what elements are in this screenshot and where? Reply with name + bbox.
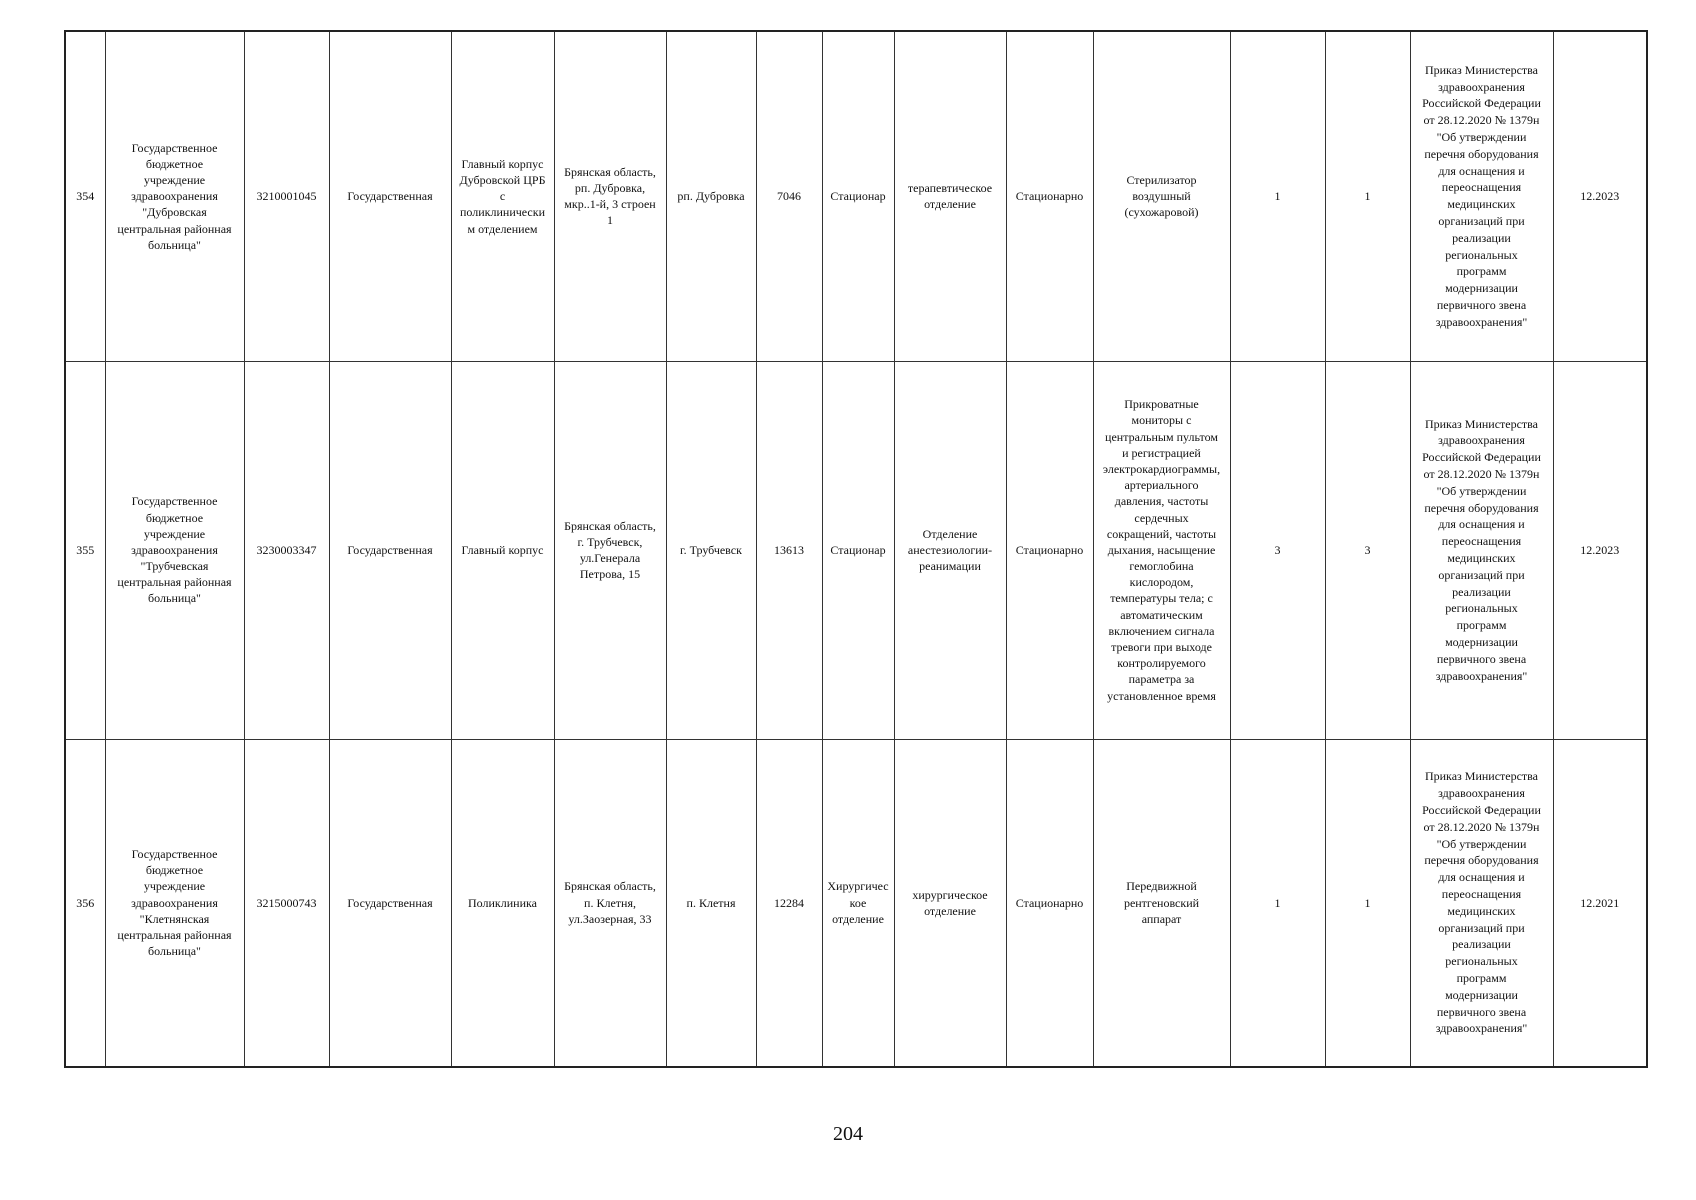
legal-basis: Приказ Министерства здравоохранения Российской Федерации от 28.12.2020 № 1379н "Об утверждении перечня оборудования для оснащения и переоснащения медицинских организаций при реализации региональных программ модернизации первичного звена здравоохранения" [1410,31,1553,361]
equipment-name: Передвижной рентгеновский аппарат [1093,739,1230,1067]
delivery-date: 12.2021 [1553,739,1647,1067]
quantity-planned: 3 [1325,361,1410,739]
ownership-form: Государственная [329,31,451,361]
delivery-date: 12.2023 [1553,31,1647,361]
table-row [65,31,1647,361]
quantity-required: 1 [1230,739,1325,1067]
legal-basis: Приказ Министерства здравоохранения Российской Федерации от 28.12.2020 № 1379н "Об утверждении перечня оборудования для оснащения и переоснащения медицинских организаций при реализации региональных программ модернизации первичного звена здравоохранения" [1410,739,1553,1067]
quantity-planned: 1 [1325,739,1410,1067]
organization-code: 3210001045 [244,31,329,361]
equipment-name: Прикроватные мониторы с центральным пультом и регистрацией электрокардиограммы, артериального давления, частоты сердечных сокращений, частоты дыхания, насыщение гемоглобина кислородом, температуры тела; с автоматическим включением сигнала тревоги при выходе контролируемого параметра за установленное время [1093,361,1230,739]
building-name: Поликлиника [451,739,554,1067]
row-number: 355 [65,361,105,739]
ownership-form: Государственная [329,361,451,739]
locality: п. Клетня [666,739,756,1067]
table-row [65,361,1647,739]
organization-name: Государственное бюджетное учреждение здравоохранения "Клетнянская центральная районная больница" [105,739,244,1067]
quantity-required: 3 [1230,361,1325,739]
organization-name: Государственное бюджетное учреждение здравоохранения "Трубчевская центральная районная больница" [105,361,244,739]
organization-code: 3230003347 [244,361,329,739]
population: 13613 [756,361,822,739]
quantity-planned: 1 [1325,31,1410,361]
organization-code: 3215000743 [244,739,329,1067]
department: терапевтическое отделение [894,31,1006,361]
address: Брянская область, рп. Дубровка, мкр..1-й, 3 строен 1 [554,31,666,361]
building-name: Главный корпус Дубровской ЦРБ с поликлинически м отделением [451,31,554,361]
ownership-form: Государственная [329,739,451,1067]
population: 12284 [756,739,822,1067]
care-mode: Стационарно [1006,361,1093,739]
address: Брянская область, п. Клетня, ул.Заозерная, 33 [554,739,666,1067]
table-row [65,739,1647,1067]
unit-type: Стационар [822,361,894,739]
locality: г. Трубчевск [666,361,756,739]
care-mode: Стационарно [1006,739,1093,1067]
organization-name: Государственное бюджетное учреждение здравоохранения "Дубровская центральная районная больница" [105,31,244,361]
row-number: 356 [65,739,105,1067]
equipment-name: Стерилизатор воздушный (сухожаровой) [1093,31,1230,361]
page-number: 204 [833,1123,863,1145]
building-name: Главный корпус [451,361,554,739]
department: Отделение анестезиологии- реанимации [894,361,1006,739]
department: хирургическое отделение [894,739,1006,1067]
legal-basis: Приказ Министерства здравоохранения Российской Федерации от 28.12.2020 № 1379н "Об утверждении перечня оборудования для оснащения и переоснащения медицинских организаций при реализации региональных программ модернизации первичного звена здравоохранения" [1410,361,1553,739]
unit-type: Хирургичес кое отделение [822,739,894,1067]
care-mode: Стационарно [1006,31,1093,361]
population: 7046 [756,31,822,361]
address: Брянская область, г. Трубчевск, ул.Генерала Петрова, 15 [554,361,666,739]
unit-type: Стационар [822,31,894,361]
equipment-table [64,30,1648,1068]
row-number: 354 [65,31,105,361]
locality: рп. Дубровка [666,31,756,361]
delivery-date: 12.2023 [1553,361,1647,739]
quantity-required: 1 [1230,31,1325,361]
